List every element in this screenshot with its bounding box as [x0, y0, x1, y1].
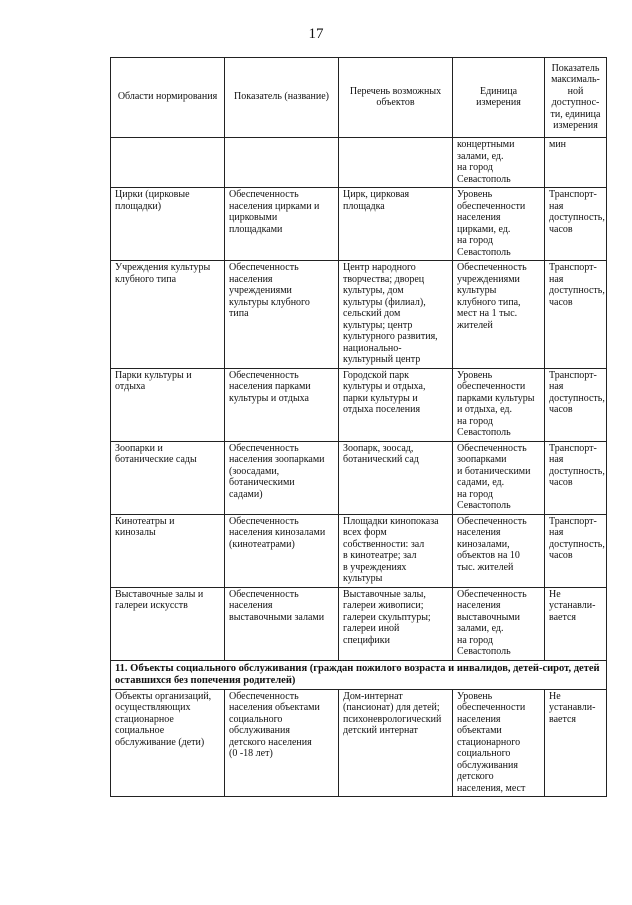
table-cell: Обеспеченность населения учреждениями культуры клубного типа	[225, 261, 339, 369]
table-row	[111, 441, 607, 514]
table-cell: Городской парк культуры и отдыха, парки культуры и отдыха поселения	[339, 368, 453, 441]
table-cell: Уровень обеспеченности населения цирками, ед. на город Севастополь	[453, 188, 545, 261]
table-row	[111, 188, 607, 261]
table-cell: Учреждения культуры клубного типа	[111, 261, 225, 369]
header-cell: Области нормирования	[111, 58, 225, 138]
table-cell: Объекты организаций, осуществляющих стационарное социальное обслуживание (дети)	[111, 689, 225, 797]
table-cell: Транспорт- ная доступность, часов	[545, 441, 607, 514]
table-row	[111, 138, 607, 188]
header-cell: Перечень возможных объектов	[339, 58, 453, 138]
table-row	[111, 514, 607, 587]
table-cell: Дом-интернат (пансионат) для детей; психоневрологический детский интернат	[339, 689, 453, 797]
header-cell: Единица измерения	[453, 58, 545, 138]
table-cell: Обеспеченность зоопарками и ботаническими садами, ед. на город Севастополь	[453, 441, 545, 514]
table-cell: Не устанавли- вается	[545, 587, 607, 660]
header-cell: Показатель (название)	[225, 58, 339, 138]
table-cell	[225, 138, 339, 188]
table-row	[111, 368, 607, 441]
table-cell: Выставочные залы и галереи искусств	[111, 587, 225, 660]
table-cell	[339, 138, 453, 188]
section-title: 11. Объекты социального обслуживания (граждан пожилого возраста и инвалидов, детей-сирот, детей оставшихся без попечения родителей)	[111, 660, 607, 689]
table-row	[111, 689, 607, 797]
table-cell: Уровень обеспеченности парками культуры и отдыха, ед. на город Севастополь	[453, 368, 545, 441]
table-cell: Зоопарки и ботанические сады	[111, 441, 225, 514]
table-cell: Транспорт- ная доступность, часов	[545, 261, 607, 369]
table-row	[111, 587, 607, 660]
table-row	[111, 261, 607, 369]
header-row	[111, 58, 607, 138]
table-cell: Площадки кинопоказа всех форм собственности: зал в кинотеатре; зал в учреждениях культуры	[339, 514, 453, 587]
table-cell: Транспорт- ная доступность, часов	[545, 368, 607, 441]
table-cell: Обеспеченность населения выставочными залами, ед. на город Севастополь	[453, 587, 545, 660]
table-cell: Транспорт- ная доступность, часов	[545, 514, 607, 587]
norms-table	[110, 57, 607, 797]
table-cell: Уровень обеспеченности населения объектами стационарного социального обслуживания детского населения, мест	[453, 689, 545, 797]
table-cell: Парки культуры и отдыха	[111, 368, 225, 441]
table-cell: Обеспеченность населения кинозалами (кинотеатрами)	[225, 514, 339, 587]
table-cell: Обеспеченность населения зоопарками (зоосадами, ботаническими садами)	[225, 441, 339, 514]
table-cell: Обеспеченность населения объектами социального обслуживания детского населения (0 -18 лет)	[225, 689, 339, 797]
table-cell: Кинотеатры и кинозалы	[111, 514, 225, 587]
table-cell: Зоопарк, зоосад, ботанический сад	[339, 441, 453, 514]
table-cell: Цирки (цирковые площадки)	[111, 188, 225, 261]
table-cell: Обеспеченность населения кинозалами, объектов на 10 тыс. жителей	[453, 514, 545, 587]
page-number: 17	[308, 26, 324, 42]
table-cell: Не устанавли- вается	[545, 689, 607, 797]
table-cell: Обеспеченность населения парками культуры и отдыха	[225, 368, 339, 441]
table-cell: мин	[545, 138, 607, 188]
table-cell: Обеспеченность населения выставочными залами	[225, 587, 339, 660]
table-cell: Цирк, цирковая площадка	[339, 188, 453, 261]
header-cell: Показатель максималь-ной доступнос-ти, единица измерения	[545, 58, 607, 138]
table-cell: Выставочные залы, галереи живописи; галереи скульптуры; галереи иной специфики	[339, 587, 453, 660]
table-cell: Обеспеченность учреждениями культуры клубного типа, мест на 1 тыс. жителей	[453, 261, 545, 369]
section-row	[111, 660, 607, 689]
table-cell: Транспорт- ная доступность, часов	[545, 188, 607, 261]
table-cell: Обеспеченность населения цирками и цирковыми площадками	[225, 188, 339, 261]
table-cell	[111, 138, 225, 188]
table-cell: концертными залами, ед. на город Севастополь	[453, 138, 545, 188]
table-cell: Центр народного творчества; дворец культуры, дом культуры (филиал), сельский дом культуры; центр культурного развития, национально- культурный центр	[339, 261, 453, 369]
